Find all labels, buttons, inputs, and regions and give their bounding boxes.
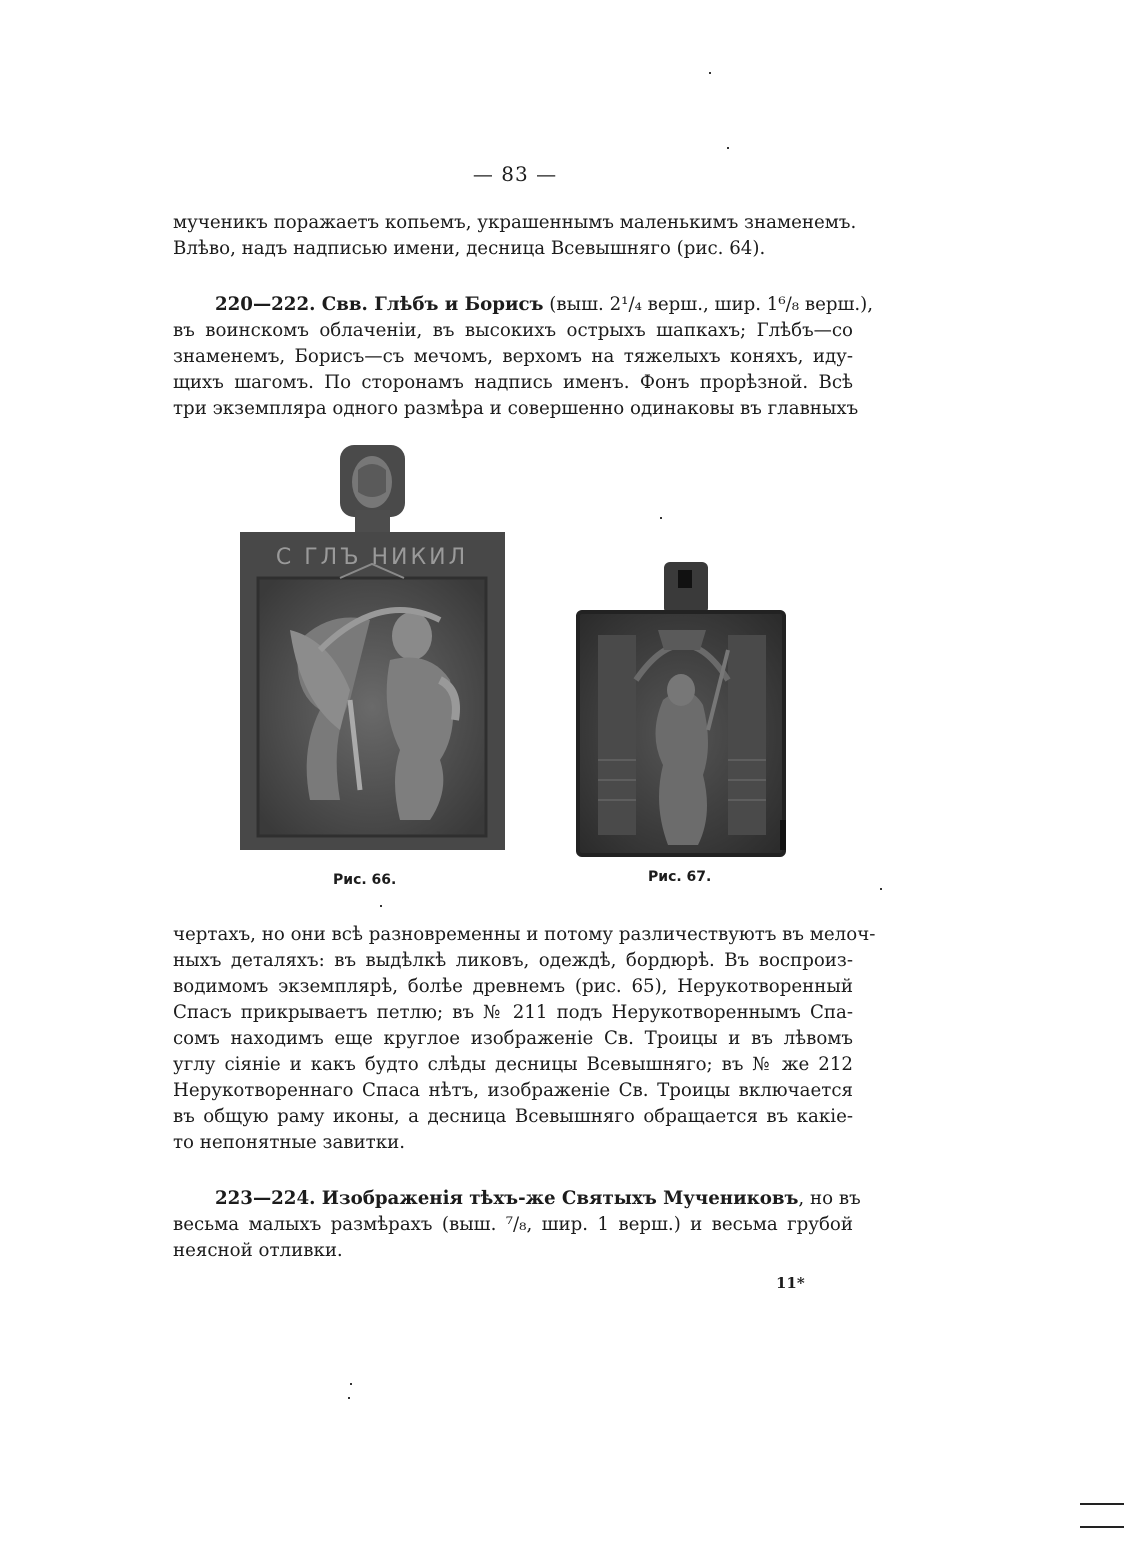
paragraph-1 (173, 210, 857, 262)
scan-speck (348, 1397, 350, 1399)
entry-dimensions: (выш. 2¹/₄ верш., шир. 1⁶/₈ верш.), (543, 294, 874, 315)
page-number: — 83 — (472, 162, 558, 186)
text-line: Влѣво, надъ надписью имени, десница Всевышняго (рис. 64). (173, 238, 766, 259)
paragraph-2 (173, 292, 874, 422)
corner-rule (1080, 1503, 1124, 1505)
scan-speck (660, 517, 662, 519)
icon-inscription: С ГЛЪ НИКИЛ (275, 545, 469, 570)
text-line: весьма малыхъ размѣрахъ (выш. ⁷/₈, шир. 1 верш.) и весьма грубой (173, 1214, 853, 1235)
figure-67-caption: Рис. 67. (648, 869, 712, 885)
entry-heading: 223—224. Изображенія тѣхъ-же Святыхъ Мучениковъ (215, 1188, 799, 1209)
entry-line (173, 1186, 861, 1212)
text-line: въ воинскомъ облаченіи, въ высокихъ острыхъ шапкахъ; Глѣбъ—со (173, 320, 853, 341)
text-line: ныхъ деталяхъ: въ выдѣлкѣ ликовъ, одеждѣ, бордюрѣ. Въ воспроиз- (173, 950, 853, 971)
corner-rule (1080, 1526, 1124, 1528)
text-line: неясной отливки. (173, 1240, 343, 1261)
text-line: мученикъ поражаетъ копьемъ, украшеннымъ маленькимъ знаменемъ. (173, 212, 857, 233)
text-line: чертахъ, но они всѣ разновременны и потому различествуютъ въ мелоч- (173, 924, 876, 945)
signature-mark: 11* (776, 1274, 805, 1292)
entry-heading: 220—222. Свв. Глѣбъ и Борисъ (215, 294, 544, 315)
text-line: то непонятные завитки. (173, 1132, 406, 1153)
scan-speck (880, 888, 882, 890)
entry-continuation: , но въ (798, 1188, 861, 1209)
entry-line (173, 292, 874, 318)
text-line: знаменемъ, Борисъ—съ мечомъ, верхомъ на тяжелыхъ коняхъ, иду- (173, 346, 853, 367)
text-line: три экземпляра одного размѣра и совершенно одинаковы въ главныхъ (173, 398, 859, 419)
text-line: водимомъ экземплярѣ, болѣе древнемъ (рис. 65), Нерукотворенный (173, 976, 853, 997)
text-line: сомъ находимъ еще круглое изображеніе Св. Троицы и въ лѣвомъ (173, 1028, 853, 1049)
text-line: щихъ шагомъ. По сторонамъ надпись именъ. Фонъ прорѣзной. Всѣ (173, 372, 853, 393)
text-line: Спасъ прикрываетъ петлю; въ № 211 подъ Нерукотвореннымъ Спа- (173, 1002, 853, 1023)
figure-66-caption: Рис. 66. (333, 872, 397, 888)
icon-figure-66 (240, 440, 505, 850)
icon-figure-67 (578, 560, 790, 855)
scan-speck (727, 147, 729, 149)
paragraph-4 (173, 1186, 861, 1264)
text-line: углу сіяніе и какъ будто слѣды десницы Всевышняго; въ № же 212 (173, 1054, 853, 1075)
text-line: Нерукотвореннаго Спаса нѣтъ, изображеніе Св. Троицы включается (173, 1080, 853, 1101)
text-line: въ общую раму иконы, а десница Всевышняго обращается въ какіе- (173, 1106, 853, 1127)
scan-speck (380, 905, 382, 907)
scan-speck (709, 72, 711, 74)
scan-speck (350, 1383, 352, 1385)
paragraph-3 (173, 922, 876, 1156)
